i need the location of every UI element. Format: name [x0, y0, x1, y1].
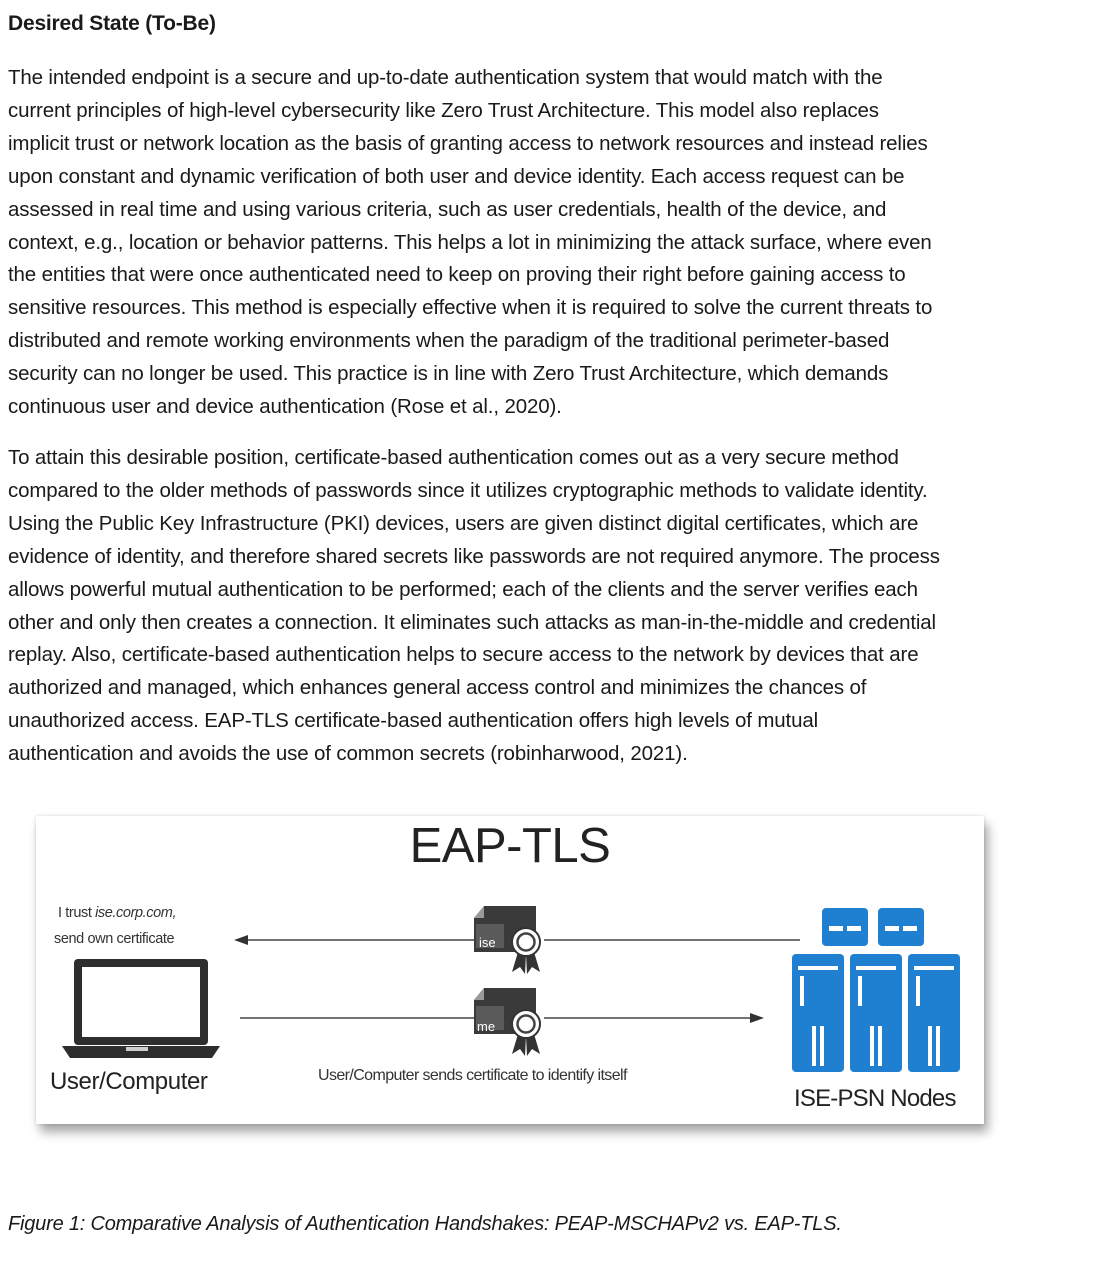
text-line: evidence of identity, and therefore shared secrets like passwords are not required anymore. The process: [8, 544, 940, 568]
trust-note-prefix: I trust: [58, 905, 96, 921]
text-line: assessed in real time and using various criteria, such as user credentials, health of the device, and: [8, 197, 887, 221]
text-line: authentication and avoids the use of common secrets (robinharwood, 2021).: [8, 742, 688, 766]
laptop-icon: [62, 959, 220, 1058]
send-certificate-label: User/Computer sends certificate to identify itself: [318, 1067, 627, 1084]
server-label: ISE-PSN Nodes: [794, 1085, 956, 1112]
server-cert-label: ise: [479, 935, 496, 950]
figure-caption: Figure 1: Comparative Analysis of Authentication Handshakes: PEAP-MSCHAPv2 vs. EAP-TLS.: [8, 1213, 842, 1235]
text-line: sensitive resources. This method is especially effective when it is required to solve the current threats to: [8, 296, 933, 320]
paragraph-certificate-auth: [8, 442, 1074, 771]
server-rack-icon: [792, 908, 960, 1072]
client-label: User/Computer: [50, 1068, 208, 1095]
trust-note: [54, 900, 234, 952]
text-line: current principles of high-level cybersecurity like Zero Trust Architecture. This model also replaces: [8, 98, 879, 122]
text-line: replay. Also, certificate-based authentication helps to secure access to the network by devices that are: [8, 643, 919, 667]
text-line: authorized and managed, which enhances general access control and minimizes the chances of: [8, 676, 867, 700]
text-line: context, e.g., location or behavior patterns. This helps a lot in minimizing the attack surface, where even: [8, 230, 932, 254]
text-line: continuous user and device authentication (Rose et al., 2020).: [8, 395, 562, 419]
text-line: distributed and remote working environments when the paradigm of the traditional perimeter-based: [8, 329, 890, 353]
text-line: other and only then creates a connection. It eliminates such attacks as man-in-the-middle and credential: [8, 610, 936, 634]
trust-note-domain: ise.corp.com,: [95, 905, 177, 921]
client-cert-label: me: [477, 1019, 496, 1034]
text-line: upon constant and dynamic verification of both user and device identity. Each access request can be: [8, 164, 905, 188]
text-line: compared to the older methods of passwords since it utilizes cryptographic methods to validate identity.: [8, 478, 928, 502]
text-line: security can no longer be used. This practice is in line with Zero Trust Architecture, which demands: [8, 362, 889, 386]
figure-title: EAP-TLS: [409, 819, 611, 873]
eap-tls-figure: [36, 816, 984, 1124]
text-line: the entities that were once authenticated need to keep on proving their right before gaining access to: [8, 263, 906, 287]
text-line: The intended endpoint is a secure and up-to-date authentication system that would match with the: [8, 66, 883, 89]
trust-note-line2: send own certificate: [54, 931, 175, 947]
text-line: Using the Public Key Infrastructure (PKI) devices, users are given distinct digital certificates, which are: [8, 511, 919, 535]
section-heading: Desired State (To-Be): [8, 12, 216, 35]
text-line: unauthorized access. EAP-TLS certificate-based authentication offers high levels of mutual: [8, 709, 818, 733]
paragraph-zero-trust: [8, 62, 1074, 424]
text-line: allows powerful mutual authentication to be performed; each of the clients and the server verifies each: [8, 577, 918, 601]
text-line: implicit trust or network location as the basis of granting access to network resources and instead relies: [8, 131, 928, 155]
text-line: To attain this desirable position, certificate-based authentication comes out as a very secure method: [8, 446, 899, 469]
